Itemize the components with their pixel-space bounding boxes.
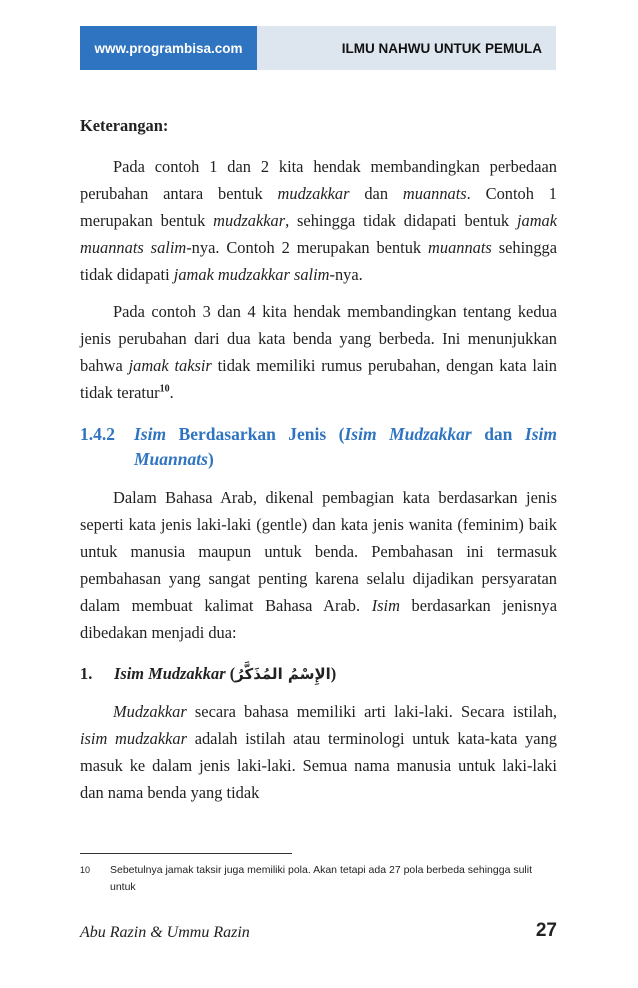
keterangan-label: Keterangan:: [80, 116, 169, 135]
footnote-divider: [80, 853, 292, 854]
paragraph-4: Mudzakkar secara bahasa memiliki arti laki-laki. Secara istilah, isim mudzakkar adalah istilah atau terminologi untuk kata-kata yang masuk ke dalam jenis laki-laki. Semua nama manusia untuk laki-laki dan nama benda yang tidak: [80, 702, 557, 802]
site-url: www.programbisa.com: [80, 26, 257, 70]
list-item-1: [80, 660, 557, 688]
page-header: [80, 26, 556, 70]
footer-author: Abu Razin & Ummu Razin: [80, 924, 250, 941]
paragraph-1: Pada contoh 1 dan 2 kita hendak membandingkan perbedaan perubahan antara bentuk mudzakkar dan muannats. Contoh 1 merupakan bentuk mudzakkar, sehingga tidak didapati bentuk jamak muannats salim-nya. Contoh 2 merupakan bentuk muannats sehingga tidak didapati jamak mudzakkar salim-nya.: [80, 157, 558, 284]
section-number: 1.4.2: [80, 424, 115, 444]
section-heading: [80, 422, 557, 472]
page-number: 27: [535, 920, 557, 941]
footnote-number: 10: [80, 865, 91, 875]
list-heading: Isim Mudzakkar (الإِسْمُ المُذَكَّرُ): [114, 664, 337, 683]
arabic-term: الإِسْمُ المُذَكَّرُ: [235, 665, 331, 683]
footnote-ref: 10: [159, 383, 170, 395]
footnote: [80, 862, 557, 896]
page-body: [80, 112, 557, 816]
book-title: ILMU NAHWU UNTUK PEMULA: [257, 26, 556, 70]
paragraph-2: Pada contoh 3 dan 4 kita hendak membandingkan tentang kedua jenis perubahan dari dua kata benda yang berbeda. Ini menunjukkan bahwa jamak taksir tidak memiliki rumus perubahan, dengan kata lain tidak teratur$^{10}$.: [80, 302, 558, 402]
section-title: Isim Berdasarkan Jenis (Isim Mudzakkar dan Isim Muannats): [134, 424, 557, 469]
paragraph-3: Dalam Bahasa Arab, dikenal pembagian kata berdasarkan jenis seperti kata jenis laki-laki (gentle) dan kata jenis wanita (feminim) baik untuk manusia maupun untuk benda. Pembahasan ini termasuk pembahasan yang sangat penting karena selalu dijadikan persyaratan dalam membuat kalimat Bahasa Arab. Isim berdasarkan jenisnya dibedakan menjadi dua:: [80, 488, 557, 642]
footnote-text: Sebetulnya jamak taksir juga memiliki pola. Akan tetapi ada 27 pola berbeda sehingga sulit untuk: [110, 864, 533, 893]
list-number: 1.: [80, 664, 93, 683]
